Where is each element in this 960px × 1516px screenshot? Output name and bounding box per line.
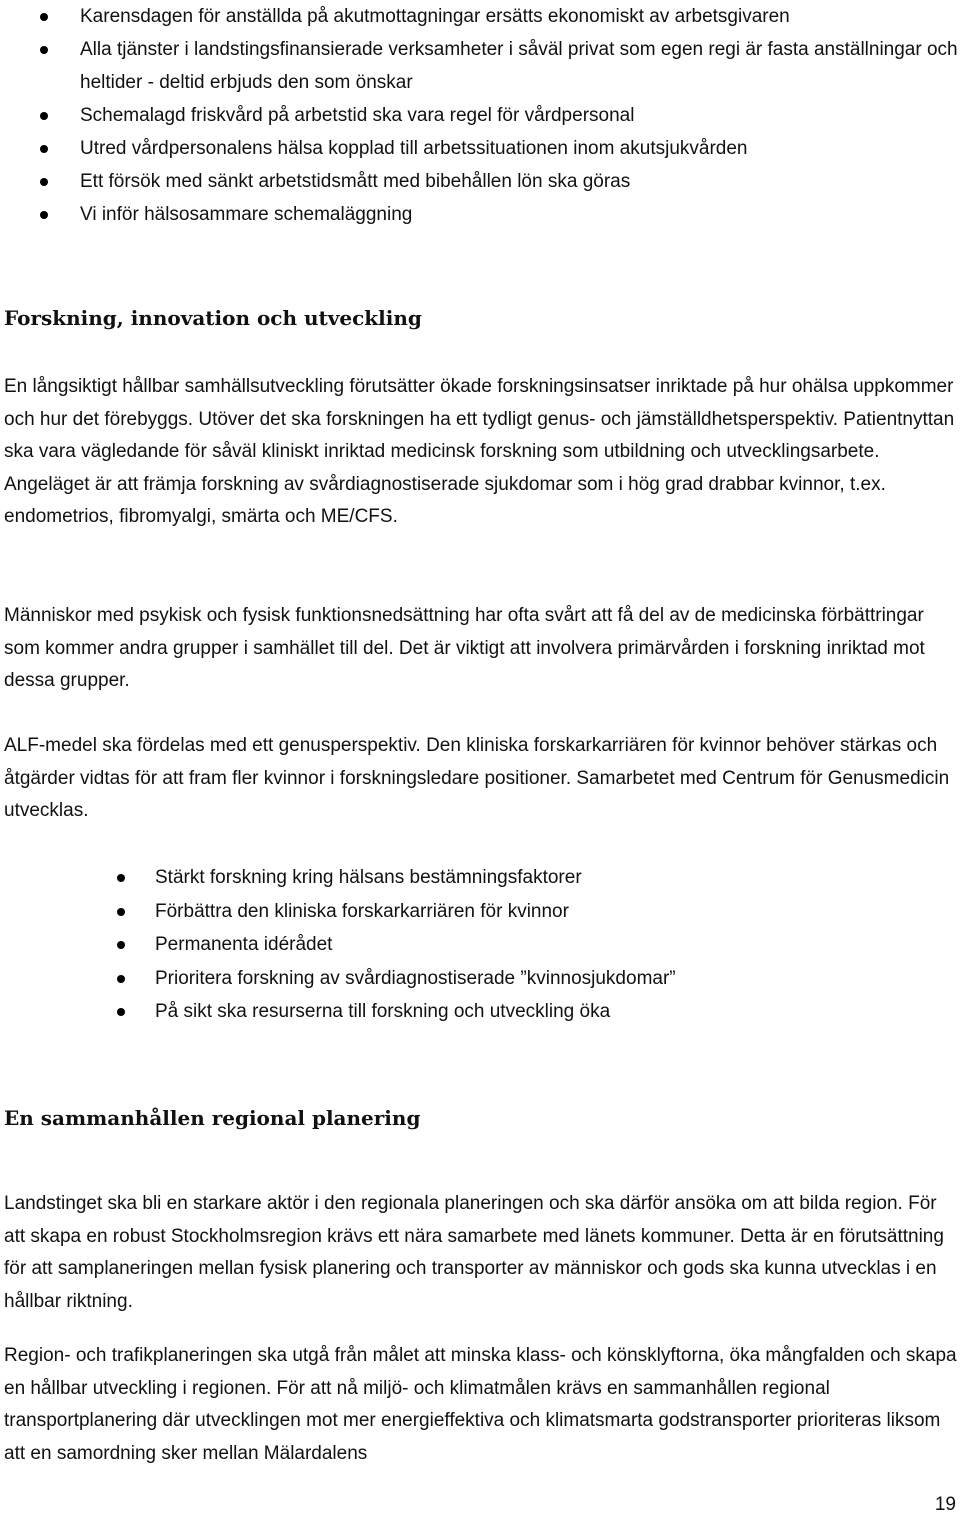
list-item: Schemalagd friskvård på arbetstid ska vara regel för vårdpersonal xyxy=(0,99,960,132)
list-item: Alla tjänster i landstingsfinansierade verksamheter i såväl privat som egen regi är fasta anställningar och heltider - deltid erbjuds den som önskar xyxy=(0,33,960,99)
section-heading-regional-planning: En sammanhållen regional planering xyxy=(4,1106,421,1130)
list-item: Vi inför hälsosammare schemaläggning xyxy=(0,198,960,231)
list-item: Prioritera forskning av svårdiagnostiserade ”kvinnosjukdomar” xyxy=(0,962,960,996)
research-bullet-list xyxy=(0,861,960,1029)
paragraph: Människor med psykisk och fysisk funktionsnedsättning har ofta svårt att få del av de medicinska förbättringar som kommer andra grupper i samhället till del. Det är viktigt att involvera primärvården i forskning inriktad mot dessa grupper. xyxy=(4,605,925,691)
list-item: Förbättra den kliniska forskarkarriären för kvinnor xyxy=(0,895,960,929)
list-item: Utred vårdpersonalens hälsa kopplad till arbetssituationen inom akutsjukvården xyxy=(0,132,960,165)
intro-bullet-list xyxy=(0,0,960,231)
page-number: 19 xyxy=(934,1494,956,1515)
paragraph: Region- och trafikplaneringen ska utgå från målet att minska klass- och könsklyftorna, öka mångfalden och skapa en hållbar utveckling i regionen. För att nå miljö- och klimatmålen krävs en sammanhållen regional transportplanering där utvecklingen mot mer energieffektiva och klimatsmarta godstransporter prioriteras liksom att en samordning sker mellan Mälardalens xyxy=(4,1345,957,1464)
list-item: Ett försök med sänkt arbetstidsmått med bibehållen lön ska göras xyxy=(0,165,960,198)
list-item: Permanenta idérådet xyxy=(0,928,960,962)
paragraph: ALF-medel ska fördelas med ett genusperspektiv. Den kliniska forskarkarriären för kvinnor behöver stärkas och åtgärder vidtas för att fram fler kvinnor i forskningsledare positioner. Samarbetet med Centrum för Genusmedicin utvecklas. xyxy=(4,735,950,821)
paragraph: En långsiktigt hållbar samhällsutveckling förutsätter ökade forskningsinsatser inriktade på hur ohälsa uppkommer och hur det förebyggs. Utöver det ska forskningen ha ett tydligt genus- och jämställdhetsperspektiv. Patientnyttan ska vara vägledande för såväl kliniskt inriktad medicinsk forskning som utbildning och utvecklingsarbete. Angeläget är att främja forskning av svårdiagnostiserade sjukdomar som i hög grad drabbar kvinnor, t.ex. endometrios, fibromyalgi, smärta och ME/CFS. xyxy=(4,376,955,527)
list-item: Stärkt forskning kring hälsans bestämningsfaktorer xyxy=(0,861,960,895)
list-item: På sikt ska resurserna till forskning och utveckling öka xyxy=(0,995,960,1029)
paragraph: Landstinget ska bli en starkare aktör i den regionala planeringen och ska därför ansöka om att bilda region. För att skapa en robust Stockholmsregion krävs ett nära samarbete med länets kommuner. Detta är en förutsättning för att samplaneringen mellan fysisk planering och transporter av människor och gods ska kunna utvecklas i en hållbar riktning. xyxy=(4,1193,944,1312)
list-item: Karensdagen för anställda på akutmottagningar ersätts ekonomiskt av arbetsgivaren xyxy=(0,0,960,33)
section-heading-research: Forskning, innovation och utveckling xyxy=(4,306,422,330)
